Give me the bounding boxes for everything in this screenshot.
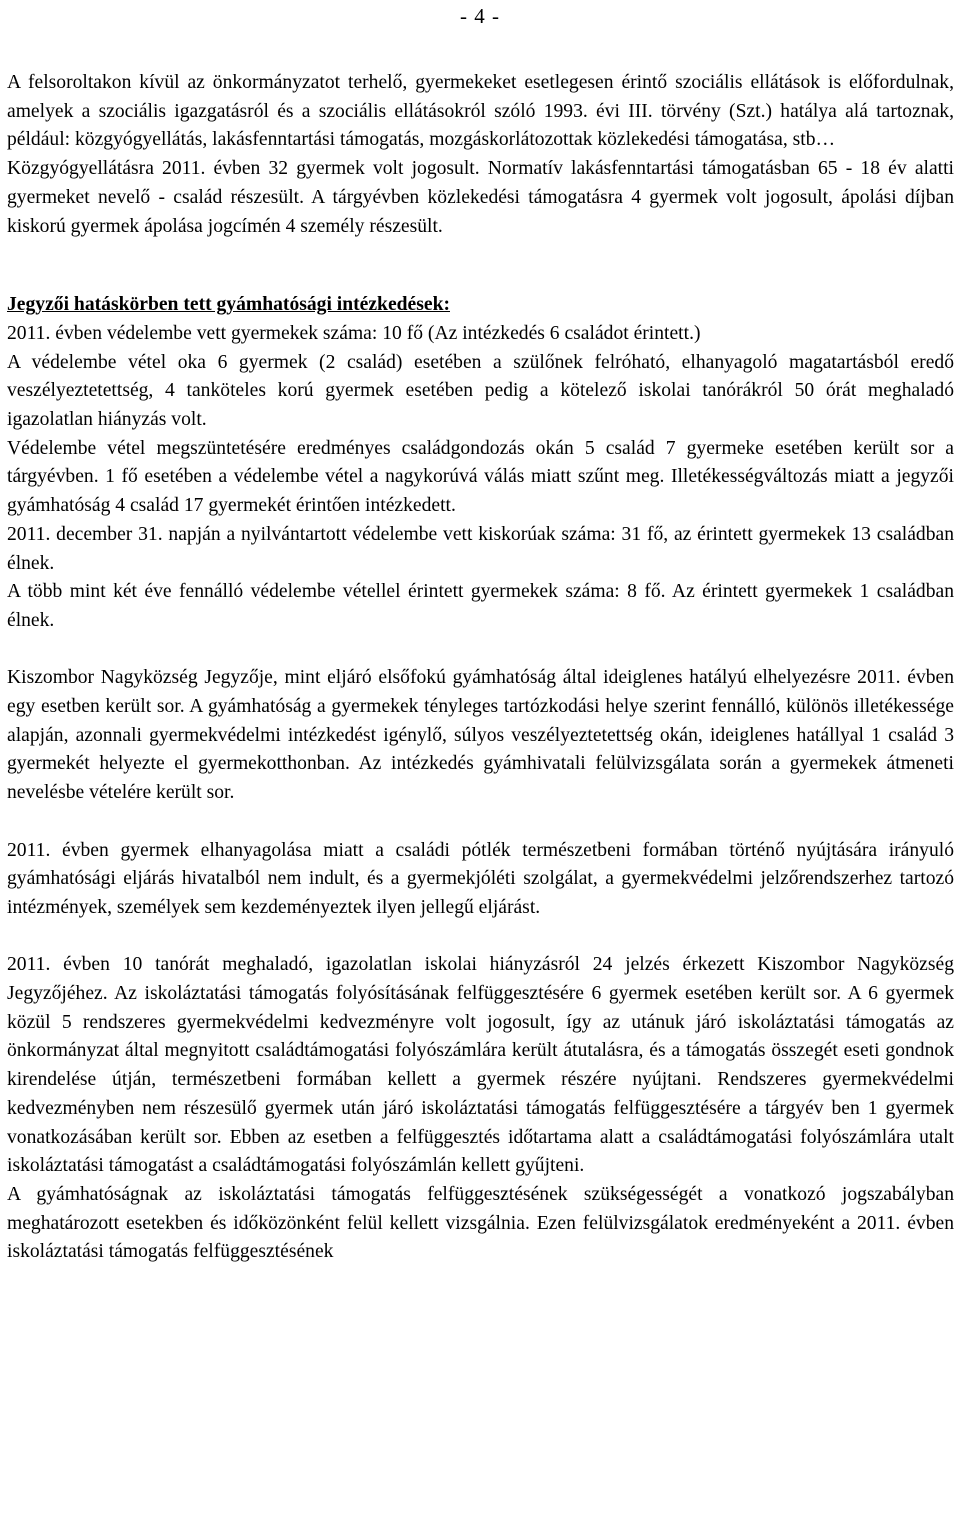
paragraph-protected-children-count: 2011. évben védelembe vett gyermekek száma: 10 fő (Az intézkedés 6 családot érintett.) bbox=[7, 322, 701, 344]
paragraph-temporary-placement: Kiszombor Nagyközség Jegyzője, mint eljáró elsőfokú gyámhatóság által ideiglenes hatályú elhelyezésre 2011. évben egy esetben került sor. A gyámhatóság a gyermekek tényleges tartózkodási helye szerint fennálló, különös illetékessége alapján, azonnali gyermekvédelmi intézkedést igénylő, súlyos veszélyeztetettség okán, ideiglenes hatállyal 1 család 3 gyermekét helyezte el gyermekotthonban. Az intézkedés gyámhivatali felülvizsgálata során a gyermekek átmeneti nevelésbe vételére került sor. bbox=[7, 667, 954, 804]
paragraph-year-end-register: 2011. december 31. napján a nyilvántartott védelembe vett kiskorúak száma: 31 fő, az érintett gyermekek 13 családban élnek. bbox=[7, 523, 954, 574]
paragraph-suspension-review: A gyámhatóságnak az iskoláztatási támogatás felfüggesztésének szükségességét a vonatkozó jogszabályban meghatározott esetekben és időközönként felül kellett vizsgálnia. Ezen felülvizsgálatok eredményeként a 2011. évben iskoláztatási támogatás felfüggesztésének bbox=[7, 1183, 954, 1263]
paragraph-protection-termination: Védelembe vétel megszüntetésére eredményes családgondozás okán 5 család 7 gyermeke esetében került sor a tárgyévben. 1 fő esetében a védelembe vétel a nagykorúvá válás miatt szűnt meg. Illetékességváltozás miatt a jegyzői gyámhatóság 4 család 17 gyermekét érintően intézkedett. bbox=[7, 437, 954, 517]
document-body bbox=[7, 69, 954, 1267]
paragraph-benefit-statistics: Közgyógyellátásra 2011. évben 32 gyermek volt jogosult. Normatív lakásfenntartási támogatásban 65 - 18 év alatti gyermeket nevelő - család részesült. A tárgyévben közlekedési támogatásra 4 gyermek volt jogosult, ápolási díjban kiskorú gyermek ápolása jogcímén 4 személy részesült. bbox=[7, 158, 954, 237]
page-number: - 4 - bbox=[460, 4, 500, 28]
spacer bbox=[7, 808, 954, 837]
paragraph-family-allowance: 2011. évben gyermek elhanyagolása miatt a családi pótlék természetbeni formában történő nyújtására irányuló gyámhatósági eljárás hivatalból nem indult, és a gyermekjóléti szolgálat, a gyermekvédelmi jelzőrendszerhez tartozó intézmények, személyek sem kezdeményeztek ilyen jellegű eljárást. bbox=[7, 839, 954, 918]
paragraph-school-absence: 2011. évben 10 tanórát meghaladó, igazolatlan iskolai hiányzásról 24 jelzés érkezett Kiszombor Nagyközség Jegyzőjéhez. Az iskoláztatási támogatás folyósításának felfüggesztésére 6 gyermek esetében került sor. A 6 gyermek közül 5 rendszeres gyermekvédelmi kedvezményre volt jogosult, így az utánuk járó iskoláztatási támogatás az önkormányzat által megnyitott családtámogatási folyószámlára került átutalásra, és a támogatás összegét eseti gondnok kirendelése útján, természetbeni formában kellett a gyermek részére nyújtani. Rendszeres gyermekvédelmi kedvezményben nem részesülő gyermek után járó iskoláztatási támogatás felfüggesztésére a tárgyév ben 1 gyermek vonatkozásában került sor. Ebben az esetben a felfüggesztés időtartama alatt a családtámogatási folyószámlára utalt iskoláztatási támogatást a családtámogatási folyószámlán kellett gyűjteni. bbox=[7, 954, 954, 1177]
section-heading-guardianship: Jegyzői hatáskörben tett gyámhatósági intézkedések: bbox=[7, 294, 450, 316]
spacer bbox=[7, 636, 954, 665]
paragraph-other-benefits: A felsoroltakon kívül az önkormányzatot terhelő, gyermekeket esetlegesen érintő szociális ellátások is előfordulnak, amelyek a szociális igazgatásról és a szociális ellátásokról szóló 1993. évi III. törvény (Szt.) hatálya alá tartoznak, például: közgyógyellátás, lakásfenntartási támogatás, mozgáskorlátozottak közlekedési támogatása, stb… bbox=[7, 72, 954, 151]
spacer bbox=[7, 241, 954, 291]
spacer bbox=[7, 923, 954, 952]
paragraph-protection-reasons: A védelembe vétel oka 6 gyermek (2 család) esetében a szülőnek felróható, elhanyagoló magatartásból eredő veszélyeztetettség, 4 tanköteles korú gyermek esetében pedig a kötelező iskolai tanórákról 50 órát meghaladó igazolatlan hiányzás volt. bbox=[7, 351, 954, 431]
paragraph-long-term-protection: A több mint két éve fennálló védelembe vétellel érintett gyermekek száma: 8 fő. Az érintett gyermekek 1 családban élnek. bbox=[7, 581, 954, 631]
